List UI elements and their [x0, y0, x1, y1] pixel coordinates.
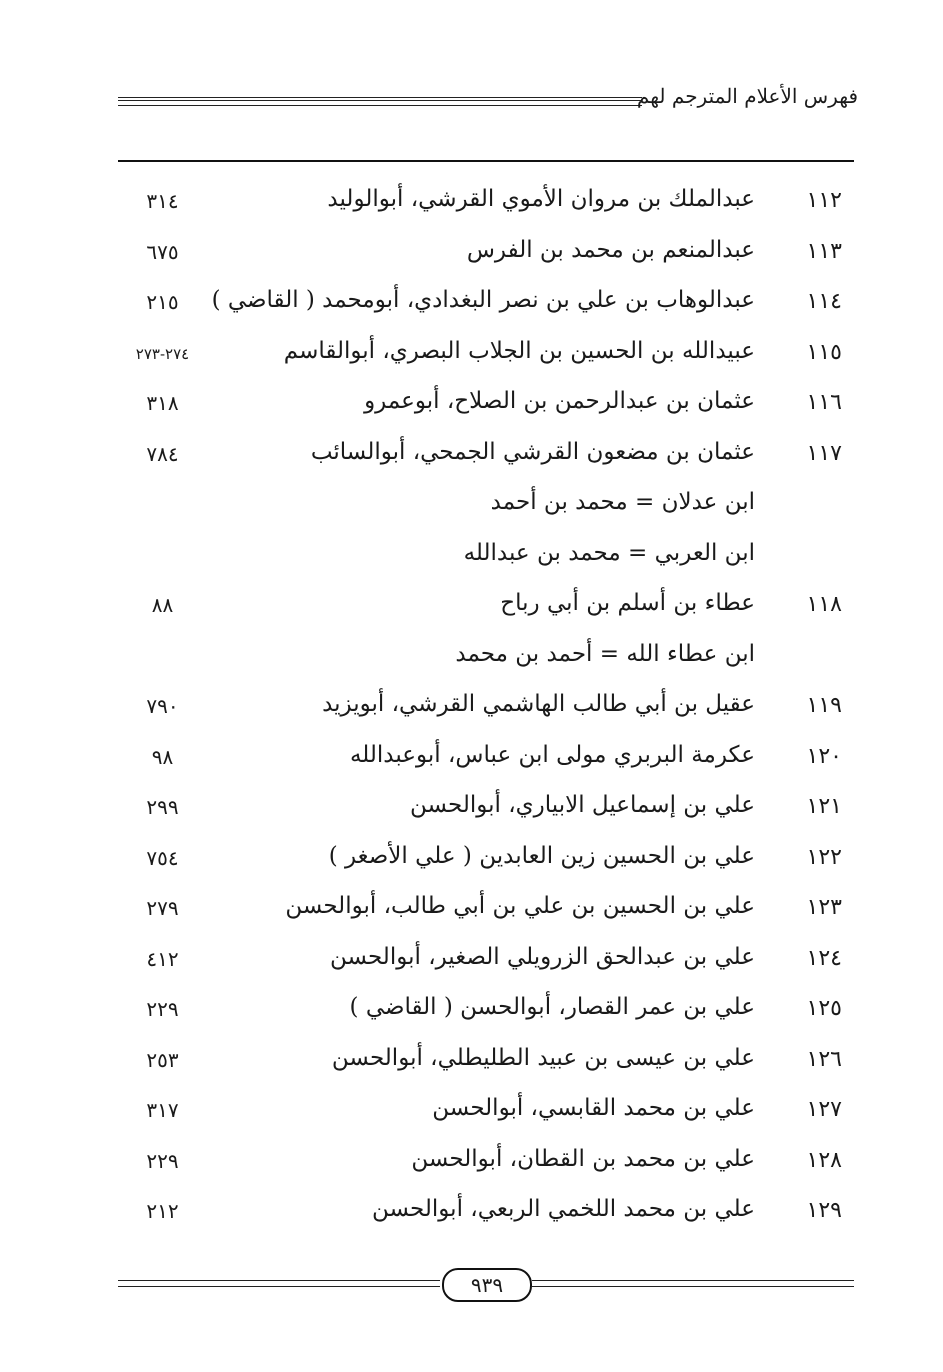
entry-number: ١٢٩	[806, 1198, 842, 1223]
index-entry	[100, 584, 870, 635]
entry-number: ١٢٢	[806, 844, 842, 870]
index-entry	[100, 231, 870, 282]
running-header	[118, 84, 858, 124]
entry-page: ٢٢٩	[146, 997, 179, 1021]
index-entry	[100, 281, 870, 332]
entry-name: عبيدالله بن الحسين بن الجلاب البصري، أبوالقاسم	[283, 337, 755, 364]
entry-number: ١١٨	[806, 592, 842, 617]
page-footer	[118, 1264, 854, 1304]
entry-name: علي بن الحسين بن علي بن أبي طالب، أبوالحسن	[285, 893, 755, 919]
entry-page: ٢٥٣	[146, 1047, 179, 1072]
index-entry	[100, 382, 870, 433]
entry-page: ٣١٤	[146, 189, 179, 213]
entry-name: علي بن محمد القابسي، أبوالحسن	[432, 1095, 755, 1121]
entry-page: ٢١٥	[146, 290, 179, 314]
entry-page: ٨٨	[151, 593, 174, 617]
entry-name: عكرمة البربري مولى ابن عباس، أبوعبدالله	[349, 741, 755, 768]
header-rule	[118, 97, 642, 106]
index-entry	[100, 534, 870, 585]
entry-page: ٣١٧	[146, 1098, 179, 1122]
entry-name: عطاء بن أسلم بن أبي رباح	[500, 590, 755, 616]
entry-name: علي بن عمر القصار، أبوالحسن ( القاضي )	[349, 994, 755, 1020]
entry-page: ٩٨	[151, 744, 174, 769]
index-entry	[100, 1140, 870, 1191]
entry-name: عثمان بن مضعون القرشي الجمحي، أبوالسائب	[310, 438, 755, 465]
top-rule	[118, 160, 854, 162]
entry-number: ١١٥	[806, 339, 842, 365]
entry-name: ابن عدلان = محمد بن أحمد	[490, 489, 755, 515]
footer-rule-left	[118, 1280, 440, 1287]
entry-page: ٢١٢	[146, 1199, 179, 1223]
entry-name: علي بن إسماعيل الابياري، أبوالحسن	[409, 792, 755, 818]
entry-page: ٧٨٤	[146, 441, 179, 466]
index-entry	[100, 988, 870, 1039]
entry-number: ١١٩	[806, 693, 842, 718]
index-entry	[100, 938, 870, 989]
index-list	[100, 180, 870, 1241]
index-entry	[100, 433, 870, 484]
entry-number: ١٢٥	[806, 996, 842, 1021]
index-entry	[100, 685, 870, 736]
index-entry	[100, 1190, 870, 1241]
entry-name: علي بن محمد بن القطان، أبوالحسن	[411, 1145, 755, 1172]
index-entry	[100, 887, 870, 938]
index-entry	[100, 736, 870, 787]
entry-number: ١٢٤	[806, 945, 842, 971]
entry-number: ١١٤	[806, 289, 842, 314]
entry-page: ٦٧٥	[146, 239, 179, 264]
entry-number: ١١٧	[806, 440, 842, 466]
entry-name: علي بن عيسى بن عبيد الطليطلي، أبوالحسن	[331, 1044, 755, 1071]
header-title: فهرس الأعلام المترجم لهم	[636, 84, 858, 108]
entry-number: ١٢١	[806, 794, 842, 819]
entry-number: ١٢٦	[806, 1046, 842, 1072]
index-entry	[100, 635, 870, 686]
entry-page: ٢٧٩	[146, 896, 179, 920]
entry-number: ١٢٠	[806, 743, 842, 769]
index-entry	[100, 180, 870, 231]
entry-number: ١١٢	[806, 188, 842, 213]
index-entry	[100, 1089, 870, 1140]
index-entry	[100, 483, 870, 534]
entry-name: علي بن محمد اللخمي الربعي، أبوالحسن	[372, 1196, 755, 1222]
index-entry	[100, 786, 870, 837]
entry-name: عبدالملك بن مروان الأموي القرشي، أبوالوليد	[327, 186, 755, 212]
entry-name: عبدالمنعم بن محمد بن الفرس	[466, 236, 755, 263]
footer-rule-right	[532, 1280, 854, 1287]
entry-name: ابن عطاء الله = أحمد بن محمد	[455, 640, 755, 667]
entry-page: ٢٢٩	[146, 1148, 179, 1173]
entry-number: ١١٣	[806, 238, 842, 264]
entry-name: علي بن عبدالحق الزرويلي الصغير، أبوالحسن	[329, 943, 755, 970]
entry-number: ١٢٣	[806, 895, 842, 920]
entry-page: ٧٩٠	[146, 694, 179, 718]
entry-name: عقيل بن أبي طالب الهاشمي القرشي، أبويزيد	[322, 691, 755, 717]
index-entry	[100, 1039, 870, 1090]
page-number: ٩٣٩	[442, 1268, 532, 1302]
entry-page: ٤١٢	[146, 946, 179, 971]
entry-name: عبدالوهاب بن علي بن نصر البغدادي، أبومحمد ( القاضي )	[211, 287, 755, 313]
index-entry	[100, 837, 870, 888]
index-entry	[100, 332, 870, 383]
entry-name: ابن العربي = محمد بن عبدالله	[463, 539, 755, 566]
entry-number: ١١٦	[806, 390, 842, 415]
entry-page: ٢٧٤-٢٧٣	[135, 344, 190, 363]
entry-page: ٣١٨	[146, 391, 179, 415]
entry-number: ١٢٧	[806, 1097, 842, 1122]
entry-page: ٧٥٤	[146, 845, 179, 870]
entry-name: عثمان بن عبدالرحمن بن الصلاح، أبوعمرو	[364, 388, 755, 414]
entry-number: ١٢٨	[806, 1147, 842, 1173]
entry-page: ٢٩٩	[146, 795, 179, 819]
entry-name: علي بن الحسين زين العابدين ( علي الأصغر )	[328, 842, 755, 869]
